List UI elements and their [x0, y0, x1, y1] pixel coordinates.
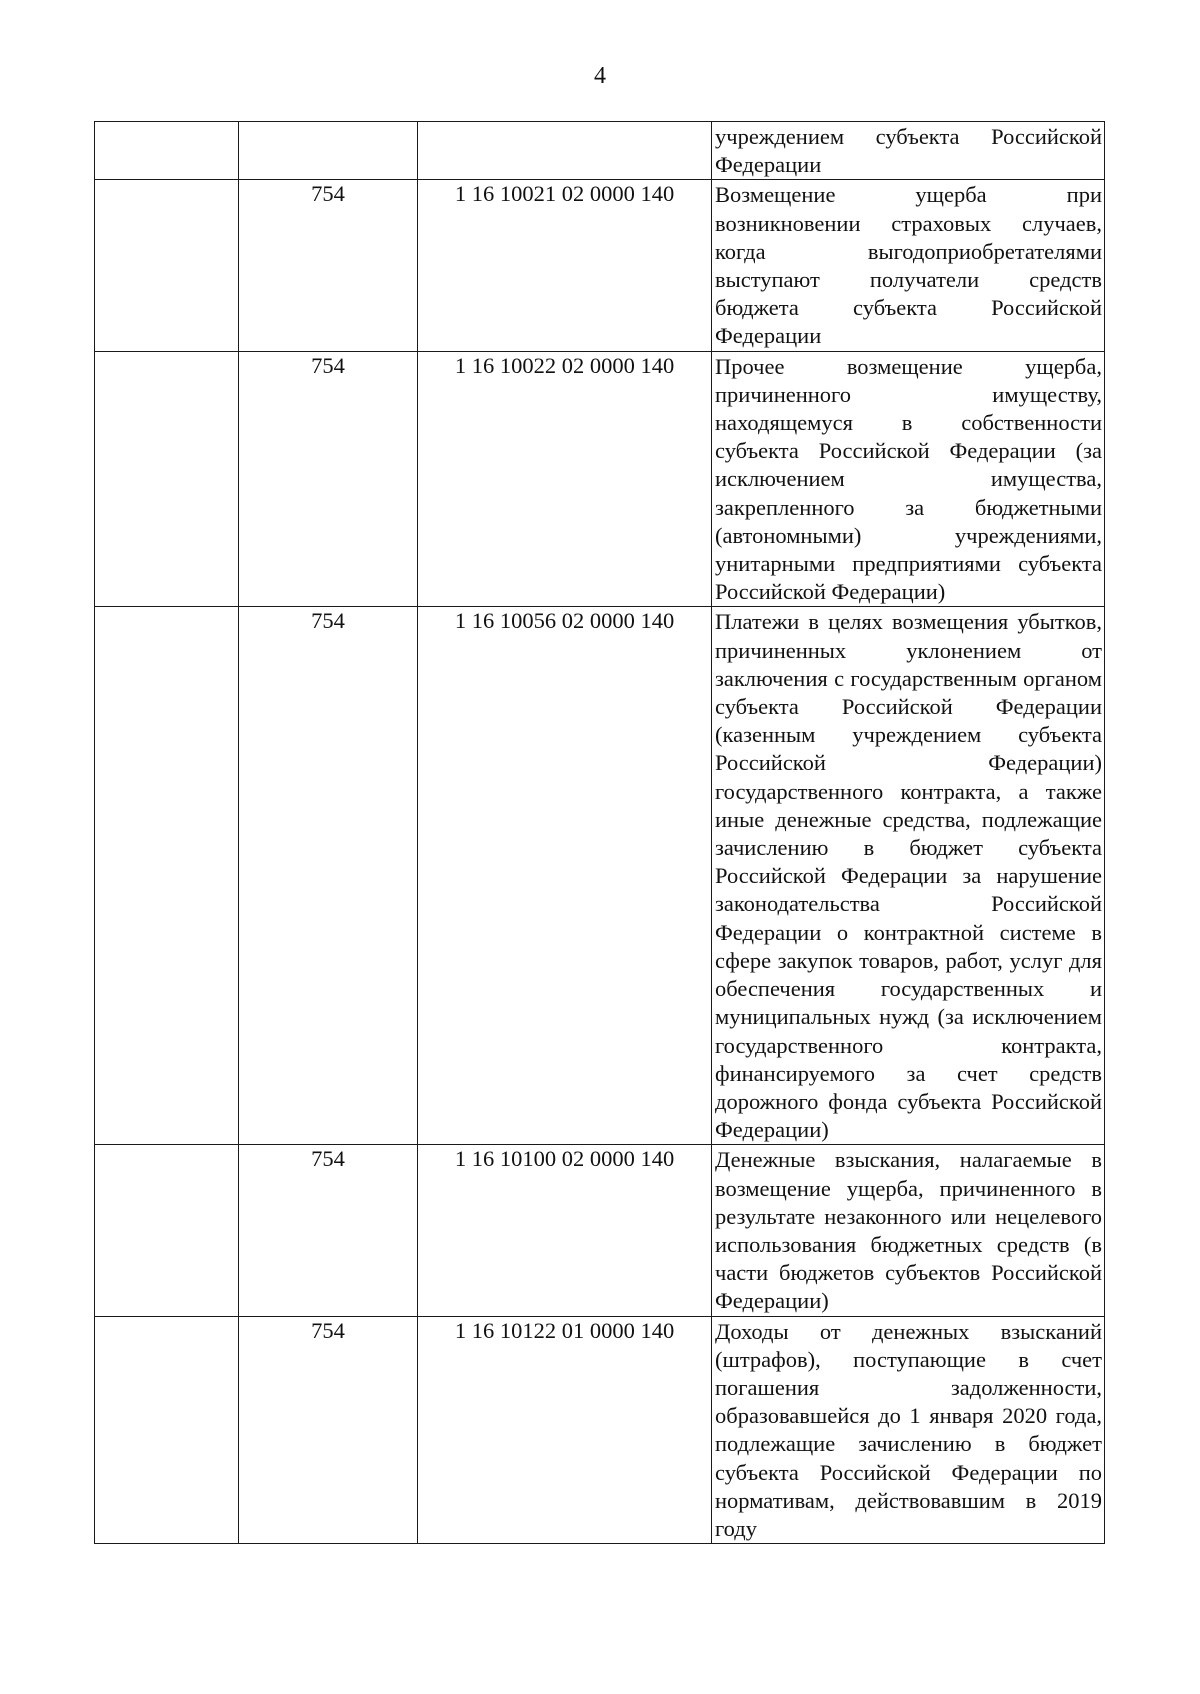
table-row	[95, 122, 1105, 180]
income-name-text: Денежные взыскания, налагаемые в возмещение ущерба, причиненного в результате незаконного или нецелевого использования бюджетных средств (в части бюджетов субъектов Российской Федерации)	[715, 1147, 1102, 1314]
income-code-cell: 1 16 10100 02 0000 140	[418, 1145, 712, 1316]
income-name-cell	[712, 1145, 1105, 1316]
table-row	[95, 1145, 1105, 1316]
income-name-cell	[712, 1316, 1105, 1544]
income-name-text: Прочее возмещение ущерба, причиненного имуществу, находящемуся в собственности субъекта Российской Федерации (за исключением имущества, закрепленного за бюджетными (автономными) учреждениями, унитарными предприятиями субъекта Российской Федерации)	[715, 353, 1102, 605]
income-code-cell: 1 16 10022 02 0000 140	[418, 351, 712, 607]
empty-cell	[95, 1145, 239, 1316]
page-number: 4	[594, 63, 606, 89]
income-code-cell: 1 16 10122 01 0000 140	[418, 1316, 712, 1544]
empty-cell	[95, 1316, 239, 1544]
income-name-text: Возмещение ущерба при возникновении страховых случаев, когда выгодоприобретателями выступают получатели средств бюджета субъекта Российской Федерации	[715, 182, 1102, 349]
income-name-text: Доходы от денежных взысканий (штрафов), поступающие в счет погашения задолженности, образовавшейся до 1 января 2020 года, подлежащие зачислению в бюджет субъекта Российской Федерации по нормативам, действовавшим в 2019 году	[715, 1318, 1102, 1541]
empty-cell	[95, 607, 239, 1145]
empty-cell	[95, 122, 239, 180]
admin-code-cell: 754	[239, 1316, 418, 1544]
table-row	[95, 1316, 1105, 1544]
empty-cell	[95, 180, 239, 351]
admin-code-cell: 754	[239, 351, 418, 607]
admin-code-cell: 754	[239, 180, 418, 351]
admin-code-cell	[239, 122, 418, 180]
income-code-cell	[418, 122, 712, 180]
income-name-cell	[712, 607, 1105, 1145]
income-name-cell	[712, 180, 1105, 351]
empty-cell	[95, 351, 239, 607]
admin-code-cell: 754	[239, 1145, 418, 1316]
income-name-cell	[712, 122, 1105, 180]
income-name-text: учреждением субъекта Российской Федерации	[715, 124, 1102, 178]
table-row	[95, 180, 1105, 351]
table-row	[95, 607, 1105, 1145]
income-code-cell: 1 16 10021 02 0000 140	[418, 180, 712, 351]
income-name-text: Платежи в целях возмещения убытков, причиненных уклонением от заключения с государственным органом субъекта Российской Федерации (казенным учреждением субъекта Российской Федерации) государственного контракта, а также иные денежные средства, подлежащие зачислению в бюджет субъекта Российской Федерации за нарушение законодательства Российской Федерации о контрактной системе в сфере закупок товаров, работ, услуг для обеспечения государственных и муниципальных нужд (за исключением государственного контракта, финансируемого за счет средств дорожного фонда субъекта Российской Федерации)	[715, 609, 1102, 1143]
income-name-cell	[712, 351, 1105, 607]
income-code-cell: 1 16 10056 02 0000 140	[418, 607, 712, 1145]
income-codes-table	[94, 121, 1105, 1544]
admin-code-cell: 754	[239, 607, 418, 1145]
table-row	[95, 351, 1105, 607]
